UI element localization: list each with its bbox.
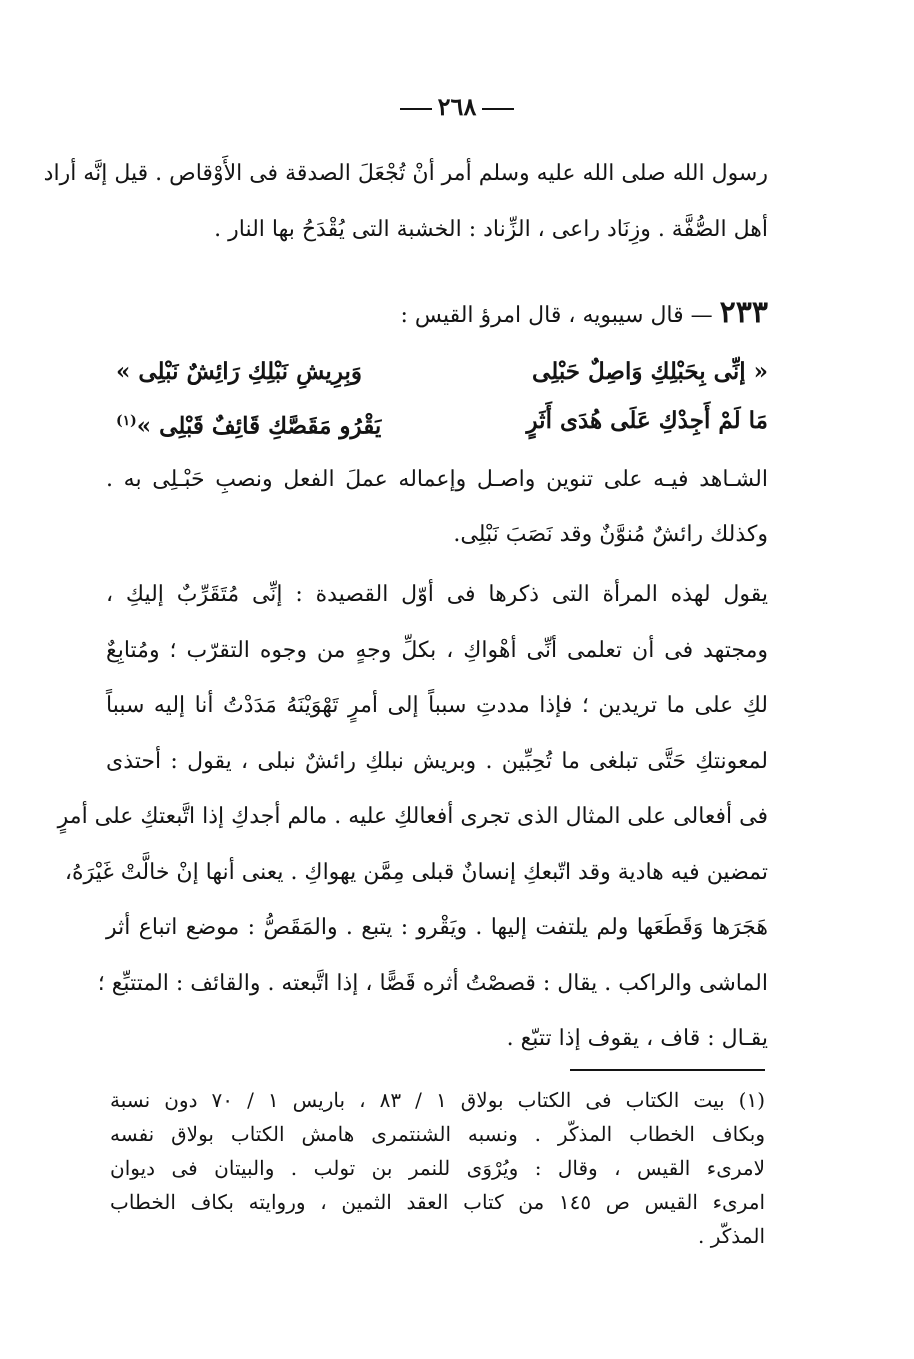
entry-intro: — قال سيبويه ، قال امرؤ القيس : [400,303,713,328]
footnote-line-2: وبكاف الخطاب المذكّر . ونسبه الشنتمرى هامش الكتاب بولاق نفسه [110,1122,765,1146]
commentary-line-8: تمضين فيه هادية وقد اتّبعكِ إنسانٌ قبلى مِمَّن يهواكِ . يعنى أنها إنْ خالَّتْ غَيْرَهُ، [64,860,768,885]
commentary-line-10: الماشى والراكب . يقال : قصصْتُ أثره قَصًّا ، إذا اتَّبعته . والقائف : المتتبِّع ؛ [97,971,768,996]
entry-number: ٢٣٣ [719,295,768,330]
page-number [0,92,914,121]
commentary-line-9: هَجَرَها وَقَطَعَها ولم يلتفت إليها . ويَقْرو : يتبع . والمَقَصُّ : موضع اتباع أثر [106,915,768,940]
page-number-dash-right [400,108,432,110]
page-number-dash-left [482,108,514,110]
footnote-line-4: امرىء القيس ص ١٤٥ من كتاب العقد الثمين ، وروايته بكاف الخطاب [110,1190,765,1214]
footnote-reference-mark: (١) [116,413,137,429]
commentary-line-11: يقـال : قاف ، يقوف إذا تتبّع . [506,1026,768,1051]
commentary-line-4: ومجتهد فى أن تعلمى أنِّى أهْواكِ ، بكلِّ وجهٍ من وجوه التقرّب ؛ ومُتابِعٌ [106,638,768,663]
commentary-line-5: لكِ على ما تريدين ؛ فإذا مددتِ سبباً إلى أمرٍ تَهْوَيْنَهُ مَدَدْتُ أنا إليه سبباً [106,693,768,718]
verse-line-2 [106,401,768,441]
footnote-line-5: المذكّر . [698,1224,765,1248]
commentary-line-3: يقول لهذه المرأة التى ذكرها فى أوّل القصيدة : إنِّى مُتَقَرِّبٌ إليكِ ، [106,582,768,607]
commentary-line-7: فى أفعالى على المثال الذى تجرى أفعالكِ عليه . مالم أجدكِ إذا اتَّبعتكِ على أمرٍ [57,804,768,829]
commentary-line-2: وكذلك رائشٌ مُنوَّنٌ وقد نَصَبَ نَبْلِى. [453,522,768,547]
verse-line-1 [106,352,768,392]
footnote-line-1: (١) بيت الكتاب فى الكتاب بولاق ١ / ٨٣ ، باريس ١ / ٧٠ دون نسبة [110,1088,766,1112]
verse-1-first-hemistich: « إنِّى بِحَبْلِكِ وَاصِلٌ حَبْلِى [532,358,768,385]
footnote-separator [570,1069,765,1071]
commentary-line-1: الشـاهد فيـه على تنوين واصـل وإعماله عملَ الفعل ونصبِ حَبْـلِى به . [106,467,768,492]
footnote-line-3: لامرىء القيس ، وقال : ويُرْوَى للنمر بن تولب . والبيتان فى ديوان [110,1156,765,1180]
verse-1-second-hemistich: وَبِرِيشِ نَبْلِكِ رَائِشٌ نَبْلِى » [116,358,363,385]
commentary-line-6: لمعونتكِ حَتَّى تبلغى ما تُحِبِّين . وبريش نبلكِ رائشٌ نبلى ، يقول : أحتذى [106,749,768,774]
entry-heading [400,293,768,336]
verse-2-second-hemistich [116,401,381,447]
intro-line-1: رسول الله صلى الله عليه وسلم أمر أنْ تُجْعَلَ الصدقة فى الأَوْقاص . قيل إنَّه أراد [43,161,768,186]
verse-2-first-hemistich: مَا لَمْ أَجِدْكِ عَلَى هُدَى أَثَرٍ [526,407,768,434]
verse-2-second-text: يَقْرُو مَقَصَّكِ قَائِفٌ قَبْلِى » [136,412,382,440]
page-number-text: ٢٦٨ [437,92,477,121]
intro-line-2: أهل الصُّفَّة . وزِنَاد راعى ، الزِّناد : الخشبة التى يُقْدَحُ بها النار . [214,217,768,242]
